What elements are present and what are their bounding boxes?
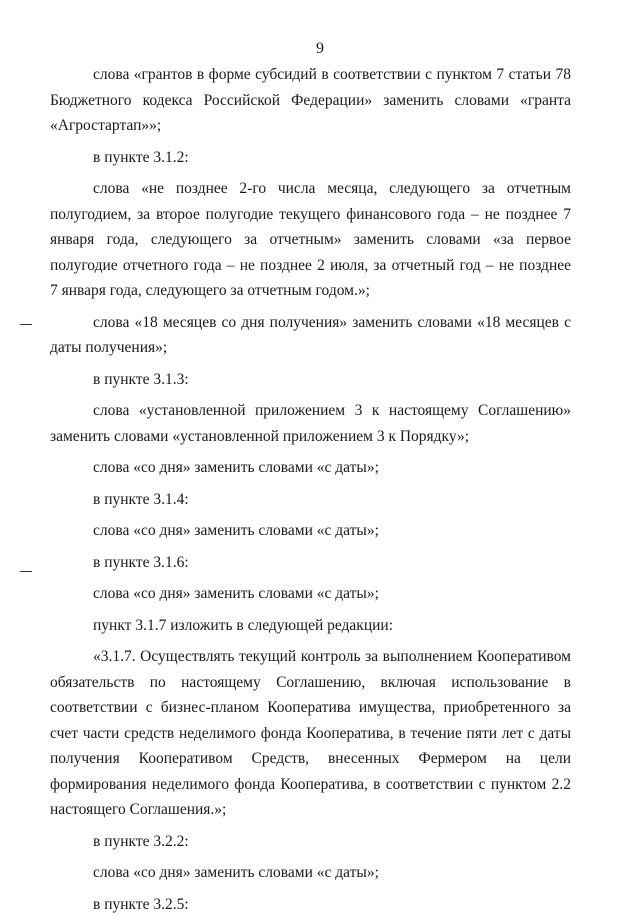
paragraph-first-line: «3.1.7. Осуществлять текущий контроль за выполнением Кооперативом — [93, 644, 571, 670]
paragraph-first-line: слова «не позднее 2-го числа месяца, следующего за отчетным — [93, 176, 571, 202]
paragraph-first-line: в пункте 3.1.3: — [93, 367, 571, 393]
paragraph-first-line: слова «со дня» заменить словами «с даты»; — [93, 581, 571, 607]
paragraph-line: заменить словами «установленной приложением 3 к Порядку»; — [50, 424, 571, 450]
document-body — [93, 62, 571, 917]
margin-mark — [20, 324, 32, 325]
paragraph-line: соответствии с бизнес-планом Кооператива имущества, приобретенного за — [50, 695, 571, 721]
paragraph-line: настоящего Соглашения.»; — [50, 797, 571, 823]
paragraph-line: обязательств по настоящему Соглашению, включая использование в — [50, 670, 571, 696]
paragraph-first-line: слова «установленной приложением 3 к настоящему Соглашению» — [93, 398, 571, 424]
paragraph-line: 7 января года, следующего за отчетным годом.»; — [50, 278, 571, 304]
paragraph-line: даты получения»; — [50, 335, 571, 361]
paragraph-first-line: в пункте 3.1.4: — [93, 487, 571, 513]
paragraph-first-line: слова «грантов в форме субсидий в соответствии с пунктом 7 статьи 78 — [93, 62, 571, 88]
paragraph-line: счет части средств неделимого фонда Кооператива, в течение пяти лет с даты — [50, 721, 571, 747]
paragraph-first-line: в пункте 3.1.2: — [93, 145, 571, 171]
paragraph-line: января года, следующего за отчетным» заменить словами «за первое — [50, 227, 571, 253]
paragraph-line: получения Кооперативом Средств, внесенных Фермером на цели — [50, 746, 571, 772]
paragraph-first-line: пункт 3.1.7 изложить в следующей редакции: — [93, 613, 571, 639]
paragraph-first-line: в пункте 3.2.2: — [93, 829, 571, 855]
paragraph-line: полугодием, за второе полугодие текущего финансового года – не позднее 7 — [50, 202, 571, 228]
margin-mark — [20, 571, 32, 572]
page-number: 9 — [0, 40, 640, 58]
paragraph-line: «Агростартап»»; — [50, 113, 571, 139]
paragraph-first-line: в пункте 3.1.6: — [93, 550, 571, 576]
paragraph-first-line: в пункте 3.2.5: — [93, 892, 571, 917]
paragraph-line: формирования неделимого фонда Кооператива, в соответствии с пунктом 2.2 — [50, 772, 571, 798]
paragraph-line: Бюджетного кодекса Российской Федерации» заменить словами «гранта — [50, 88, 571, 114]
paragraph-first-line: слова «со дня» заменить словами «с даты»; — [93, 518, 571, 544]
paragraph-first-line: слова «со дня» заменить словами «с даты»; — [93, 455, 571, 481]
paragraph-first-line: слова «со дня» заменить словами «с даты»; — [93, 860, 571, 886]
paragraph-line: полугодие отчетного года – не позднее 2 июля, за отчетный год – не позднее — [50, 253, 571, 279]
paragraph-first-line: слова «18 месяцев со дня получения» заменить словами «18 месяцев с — [93, 310, 571, 336]
